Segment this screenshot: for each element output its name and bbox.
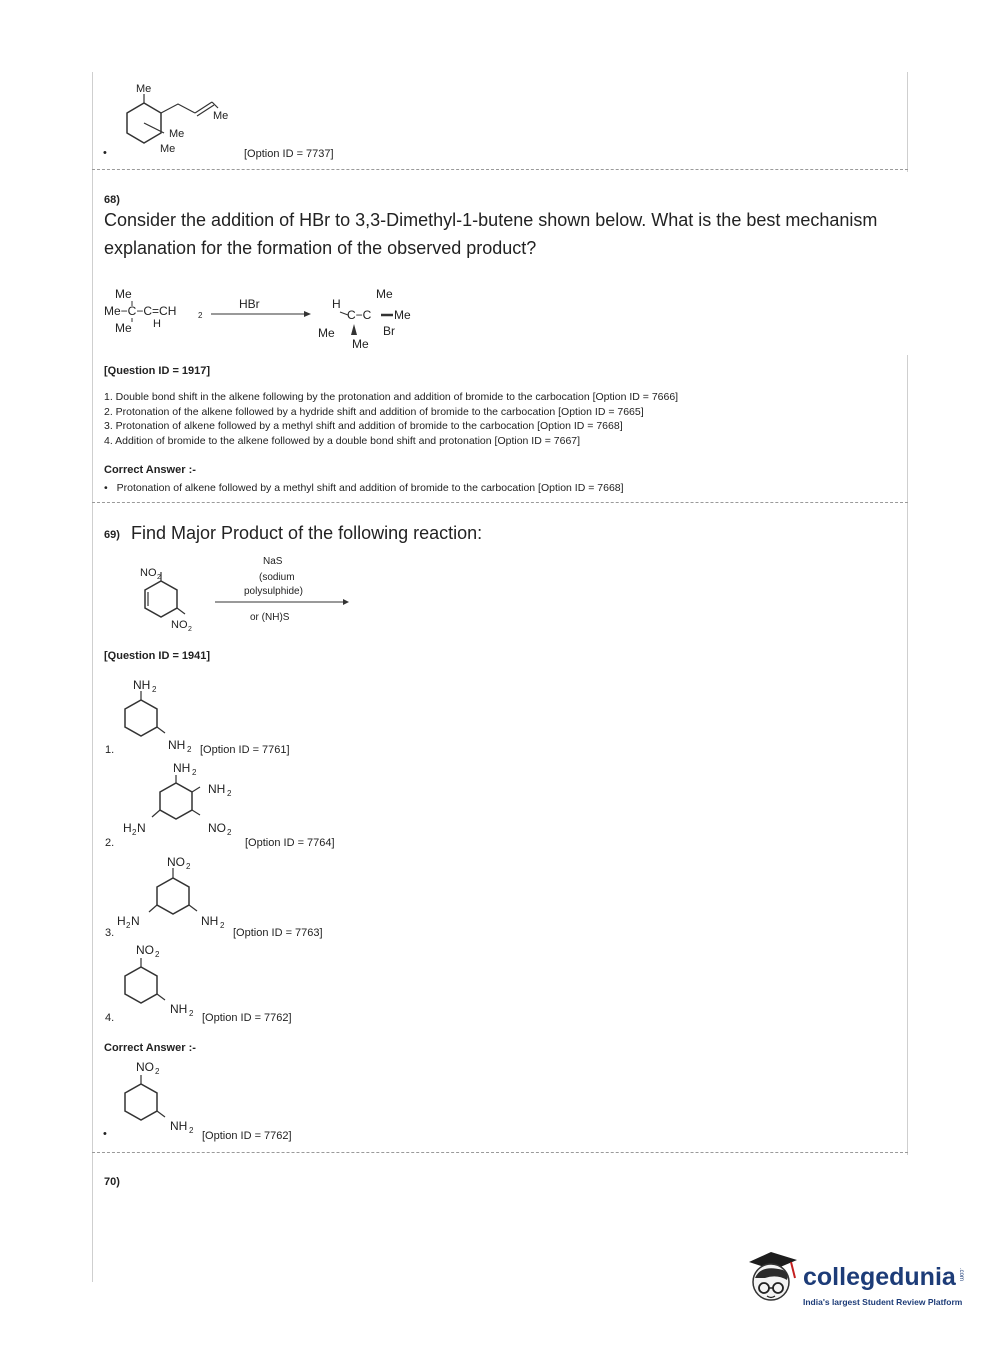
svg-text:2: 2 <box>187 745 192 754</box>
bullet: • <box>103 147 107 159</box>
question-id-1941: [Question ID = 1941] <box>104 650 211 662</box>
svg-text:Me: Me <box>352 337 369 351</box>
question-text-69: Find Major Product of the following reaction: <box>131 523 483 543</box>
svg-text:NH: NH <box>170 1119 188 1133</box>
reagent-line: NaS <box>263 556 283 567</box>
svg-text:2: 2 <box>192 768 197 777</box>
option-1[interactable]: 1. Double bond shift in the alkene following by the protonation and addition of bromide to the carbocation [Option ID = 7666] <box>104 391 679 403</box>
svg-text:NH: NH <box>208 782 226 796</box>
me-label: Me <box>136 83 152 95</box>
svg-text:N: N <box>131 914 140 928</box>
correct-answer-label: Correct Answer :- <box>104 464 196 476</box>
svg-text:N: N <box>137 821 146 835</box>
svg-text:H: H <box>123 821 132 835</box>
collegedunia-mascot-icon <box>741 1248 803 1310</box>
svg-text:Br: Br <box>383 324 395 338</box>
options-list-68 <box>104 390 678 448</box>
svg-text:2: 2 <box>188 626 192 633</box>
correct-answer-68 <box>104 481 624 496</box>
option-3[interactable]: 3. Protonation of alkene followed by a methyl shift and addition of bromide to the carbocation [Option ID = 7668] <box>104 420 623 432</box>
me-label: Me <box>213 110 229 122</box>
correct-answer-label: Correct Answer :- <box>104 1042 196 1054</box>
logo-tagline: India's largest Student Review Platform <box>803 1297 963 1307</box>
svg-text:Me: Me <box>115 287 132 301</box>
separator <box>92 1152 908 1153</box>
reagent-line: polysulphide) <box>244 586 303 597</box>
question-text-line: explanation for the formation of the observed product? <box>104 238 537 258</box>
separator <box>92 169 908 170</box>
reaction-scheme-69 <box>115 552 360 634</box>
me-label: Me <box>160 143 176 155</box>
svg-text:2: 2 <box>155 1067 160 1076</box>
svg-text:H: H <box>332 297 341 311</box>
question-number-68: 68) <box>104 194 120 206</box>
option-id-7761[interactable]: [Option ID = 7761] <box>200 744 290 756</box>
svg-text:Me: Me <box>376 287 393 301</box>
svg-text:NO: NO <box>171 619 188 631</box>
me-label: Me <box>169 128 185 140</box>
option-structure-7763 <box>115 850 245 932</box>
reagent-line: or (NH)S <box>250 612 290 623</box>
svg-text:2: 2 <box>227 789 232 798</box>
question-text-68 <box>104 206 934 262</box>
option-structure-7764 <box>115 757 245 842</box>
option-4[interactable]: 4. Addition of bromide to the alkene followed by a double bond shift and protonation [Option ID = 7667] <box>104 434 581 447</box>
separator <box>92 502 908 503</box>
logo-wordmark: collegedunia <box>803 1263 956 1291</box>
svg-text:2: 2 <box>132 828 137 837</box>
svg-text:H: H <box>117 914 126 928</box>
reagent-hbr: HBr <box>239 297 260 311</box>
option-number[interactable]: 1. <box>105 744 115 756</box>
option-number[interactable]: 4. <box>105 1012 115 1024</box>
option-id-7737: [Option ID = 7737] <box>244 148 334 160</box>
svg-text:2: 2 <box>189 1009 194 1018</box>
svg-text:2: 2 <box>198 311 203 320</box>
svg-text:2: 2 <box>126 921 131 930</box>
option-number[interactable]: 3. <box>105 927 115 939</box>
correct-option-id: [Option ID = 7762] <box>202 1130 292 1142</box>
correct-answer-structure <box>115 1055 215 1137</box>
svg-text:NH: NH <box>173 761 191 775</box>
bullet: • <box>103 1128 107 1140</box>
svg-text:NO: NO <box>140 567 157 579</box>
svg-text:2: 2 <box>186 862 191 871</box>
option-structure-7762 <box>115 938 215 1020</box>
logo-suffix: .com <box>958 1268 964 1282</box>
svg-text:NH: NH <box>170 1002 188 1016</box>
svg-text:2: 2 <box>189 1126 194 1135</box>
svg-text:NH: NH <box>168 738 186 752</box>
svg-text:2: 2 <box>152 685 157 694</box>
svg-text:2: 2 <box>157 574 161 581</box>
option-id-7763[interactable]: [Option ID = 7763] <box>233 927 323 939</box>
svg-text:NO: NO <box>167 855 185 869</box>
option-structure-7737 <box>100 78 250 163</box>
svg-text:Me: Me <box>115 321 132 335</box>
svg-text:NO: NO <box>136 1060 154 1074</box>
option-id-7764[interactable]: [Option ID = 7764] <box>245 837 335 849</box>
question-id-1917: [Question ID = 1917] <box>104 365 211 377</box>
svg-text:C−C: C−C <box>347 308 372 322</box>
question-text-line: Consider the addition of HBr to 3,3-Dimethyl-1-butene shown below. What is the best mechanism <box>104 210 878 230</box>
reagent-line: (sodium <box>259 572 295 583</box>
svg-text:2: 2 <box>220 921 225 930</box>
svg-text:NO: NO <box>136 943 154 957</box>
question-number-69: 69) <box>104 529 120 541</box>
option-2[interactable]: 2. Protonation of the alkene followed by a hydride shift and addition of bromide to the carbocation [Option ID = 7665] <box>104 405 644 418</box>
question-number-70: 70) <box>104 1176 120 1188</box>
svg-text:H: H <box>153 318 161 330</box>
svg-text:NH: NH <box>133 678 151 692</box>
option-id-7762[interactable]: [Option ID = 7762] <box>202 1012 292 1024</box>
svg-text:2: 2 <box>155 950 160 959</box>
svg-text:Me: Me <box>318 326 335 340</box>
correct-answer-text: Protonation of alkene followed by a methyl shift and addition of bromide to the carbocation [Option ID = 7668] <box>116 482 624 494</box>
page-left-border <box>92 72 93 1282</box>
svg-text:NH: NH <box>201 914 219 928</box>
svg-text:Me: Me <box>394 308 411 322</box>
option-number[interactable]: 2. <box>105 837 115 849</box>
page-right-border <box>907 355 908 1155</box>
bullet: • <box>104 482 108 494</box>
reaction-scheme-68 <box>100 282 430 354</box>
page-right-border-top <box>907 72 908 172</box>
svg-text:2: 2 <box>227 828 232 837</box>
svg-text:NO: NO <box>208 821 226 835</box>
svg-text:Me−C−C=CH: Me−C−C=CH <box>104 304 177 318</box>
